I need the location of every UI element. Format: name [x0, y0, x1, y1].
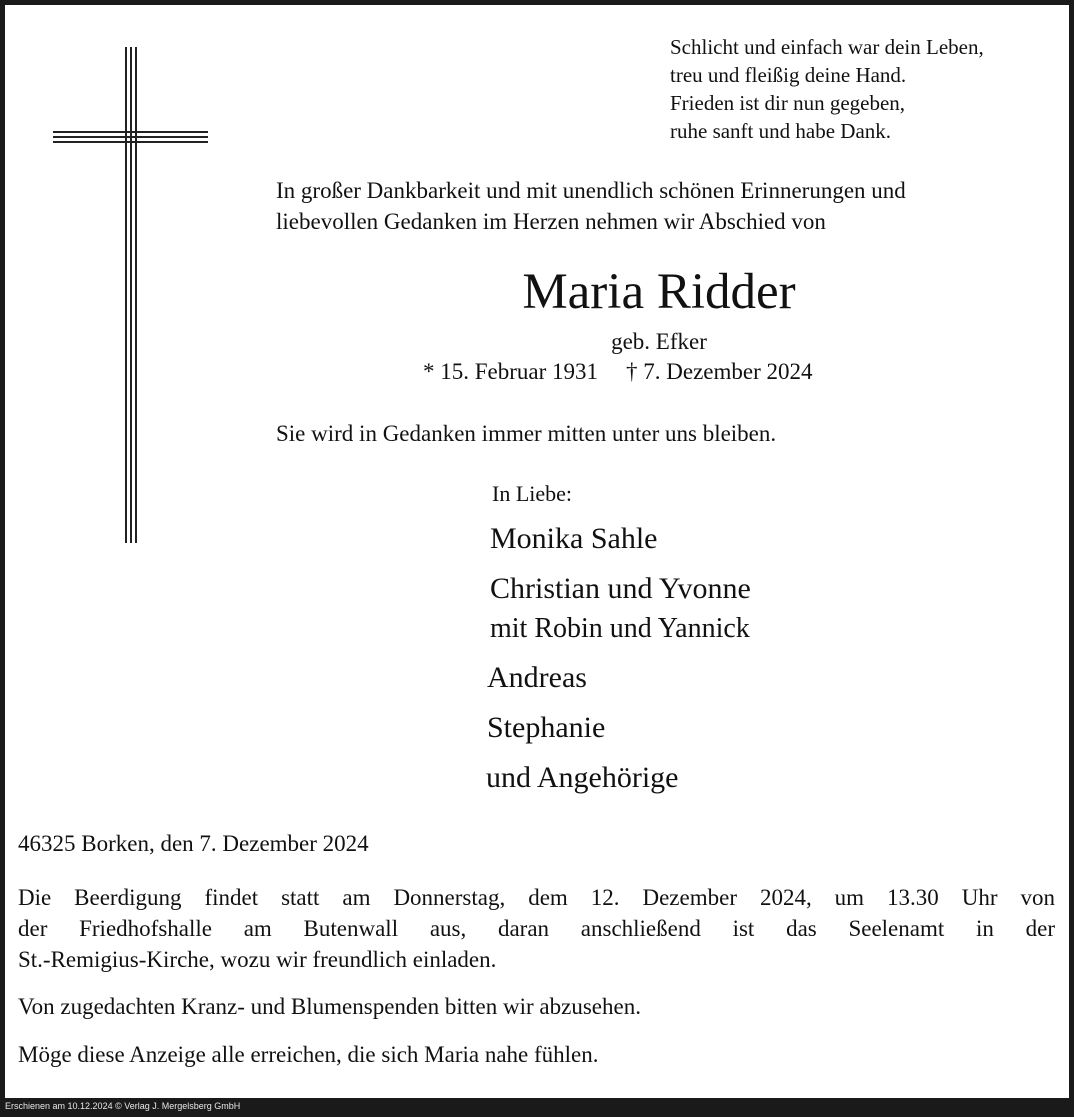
intro-text — [276, 175, 906, 237]
death-date: † 7. Dezember 2024 — [626, 359, 813, 384]
funeral-line: St.-Remigius-Kirche, wozu wir freundlich einladen. — [18, 947, 497, 972]
poem-line: Frieden ist dir nun gegeben, — [670, 91, 906, 115]
mourner-name: und Angehörige — [486, 761, 679, 794]
poem-line: treu und fleißig deine Hand. — [670, 63, 907, 87]
mourner-name: Monika Sahle — [490, 522, 658, 555]
poem-line: ruhe sanft und habe Dank. — [670, 119, 892, 143]
remembrance-text: Sie wird in Gedanken immer mitten unter uns bleiben. — [276, 421, 777, 446]
cross-icon — [53, 47, 208, 543]
funeral-line: der Friedhofshalle am Butenwall aus, daran anschließend ist das Seelenamt in der — [18, 916, 1055, 941]
mourners-list — [486, 479, 751, 794]
mourner-name: Stephanie — [487, 711, 606, 744]
life-dates — [423, 357, 813, 387]
mourners-label: In Liebe: — [492, 481, 573, 506]
deceased-name: Maria Ridder — [522, 264, 796, 320]
funeral-info — [18, 882, 1055, 975]
birth-date: * 15. Februar 1931 — [423, 359, 599, 384]
poem — [670, 33, 984, 145]
mourner-name: Andreas — [487, 661, 587, 694]
place-date: 46325 Borken, den 7. Dezember 2024 — [18, 831, 369, 856]
intro-line: In großer Dankbarkeit und mit unendlich schönen Erinnerungen und — [276, 178, 906, 203]
obituary-notice — [5, 5, 1069, 1098]
mourner-name: mit Robin und Yannick — [490, 613, 750, 644]
flowers-note: Von zugedachten Kranz- und Blumenspenden bitten wir abzusehen. — [18, 994, 641, 1019]
publication-footer: Erschienen am 10.12.2024 © Verlag J. Mergelsberg GmbH — [5, 1101, 241, 1111]
intro-line: liebevollen Gedanken im Herzen nehmen wir Abschied von — [276, 209, 826, 234]
closing-note: Möge diese Anzeige alle erreichen, die sich Maria nahe fühlen. — [18, 1042, 599, 1067]
poem-line: Schlicht und einfach war dein Leben, — [670, 35, 984, 59]
funeral-line: Die Beerdigung findet statt am Donnerstag, dem 12. Dezember 2024, um 13.30 Uhr von — [18, 885, 1055, 910]
mourner-name: Christian und Yvonne — [490, 572, 751, 605]
birth-name: geb. Efker — [611, 329, 707, 354]
